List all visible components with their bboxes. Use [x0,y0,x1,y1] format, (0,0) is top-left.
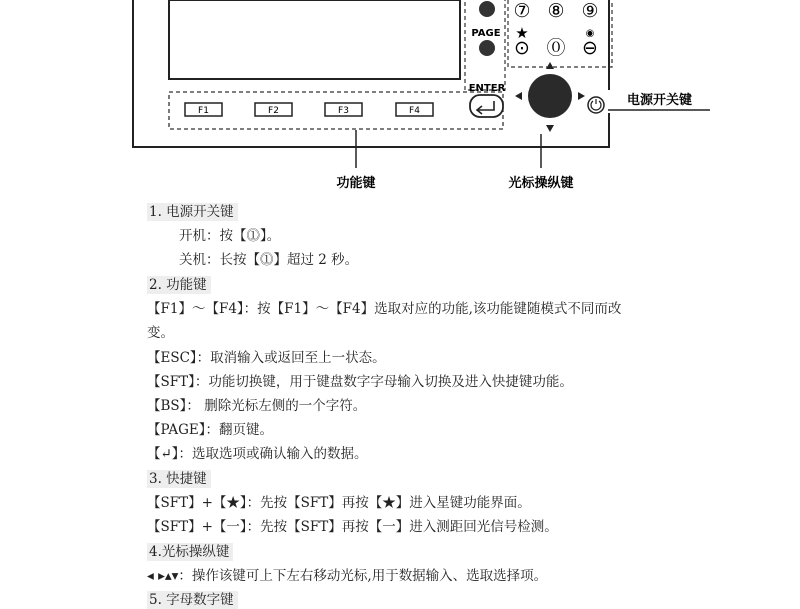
top-round-key[interactable] [479,1,495,17]
key-dot[interactable]: ⊙ [514,37,530,59]
section-2-heading: 2. 功能键 [147,276,211,294]
f1-key[interactable] [185,103,222,116]
key-9[interactable]: ⑨ [581,0,599,22]
f3-key[interactable] [325,103,362,116]
svg-text:F4: F4 [409,106,420,116]
display-screen [169,0,460,79]
s2-enter: 【↵】：选取选项或确认输入的数据。 [147,446,368,462]
s2-page: 【PAGE】：翻页键。 [147,422,273,438]
s3-star: 【SFT】+【★】：先按【SFT】再按【★】进入星键功能界面。 [147,495,531,511]
s3-minus: 【SFT】+【一】：先按【SFT】再按【一】进入测距回光信号检测。 [147,519,558,535]
s2-sft: 【SFT】：功能切换键，用于键盘数字字母输入切换及进入快捷键功能。 [147,374,573,390]
key-0[interactable]: ⓪ [546,37,566,59]
key-7[interactable]: ⑦ [513,0,531,22]
s1-power-off: 关机：长按【⓵】超过 2 秒。 [179,252,359,268]
page-key[interactable] [479,40,495,56]
key-minus[interactable]: ⊖ [582,37,598,59]
key-8[interactable]: ⑧ [547,0,565,22]
power-key[interactable] [588,97,604,113]
f2-key[interactable] [255,103,292,116]
s2-fkeys-line1: 【F1】～【F4】：按【F1】～【F4】选取对应的功能,该功能键随模式不同而改 [147,301,622,317]
section-5-heading: 5. 字母数字键 [147,591,238,609]
s4-arrows: ◂ ▸▴▾：操作该键可上下左右移动光标,用于数据输入、选取选择项。 [147,568,548,584]
enter-key[interactable] [470,95,503,117]
dot-circle-icon: ◉ [585,28,595,39]
s2-bs: 【BS】： 删除光标左侧的一个字符。 [147,398,367,414]
s2-esc: 【ESC】：取消输入或返回至上一状态。 [147,350,386,366]
section-3-heading: 3. 快捷键 [147,470,211,488]
page-key-label: PAGE [471,28,501,39]
enter-key-label: ENTER [468,83,506,94]
star-icon: ★ [515,24,529,42]
svg-text:F1: F1 [198,106,209,116]
svg-text:F2: F2 [268,106,279,116]
power-callout-label: 电源开关键 [627,93,693,108]
s1-power-on: 开机：按【⓵】。 [179,228,281,244]
s2-fkeys-line2: 变。 [147,325,174,341]
cursor-callout-label: 光标操纵键 [508,176,574,191]
cursor-joystick[interactable] [515,62,585,132]
section-1-heading: 1. 电源开关键 [147,203,238,221]
f4-key[interactable] [396,103,433,116]
section-4-heading: 4.光标操纵键 [147,543,233,561]
keyboard-panel-diagram [0,0,800,200]
svg-text:F3: F3 [338,106,349,116]
fkey-callout-label: 功能键 [336,176,376,191]
